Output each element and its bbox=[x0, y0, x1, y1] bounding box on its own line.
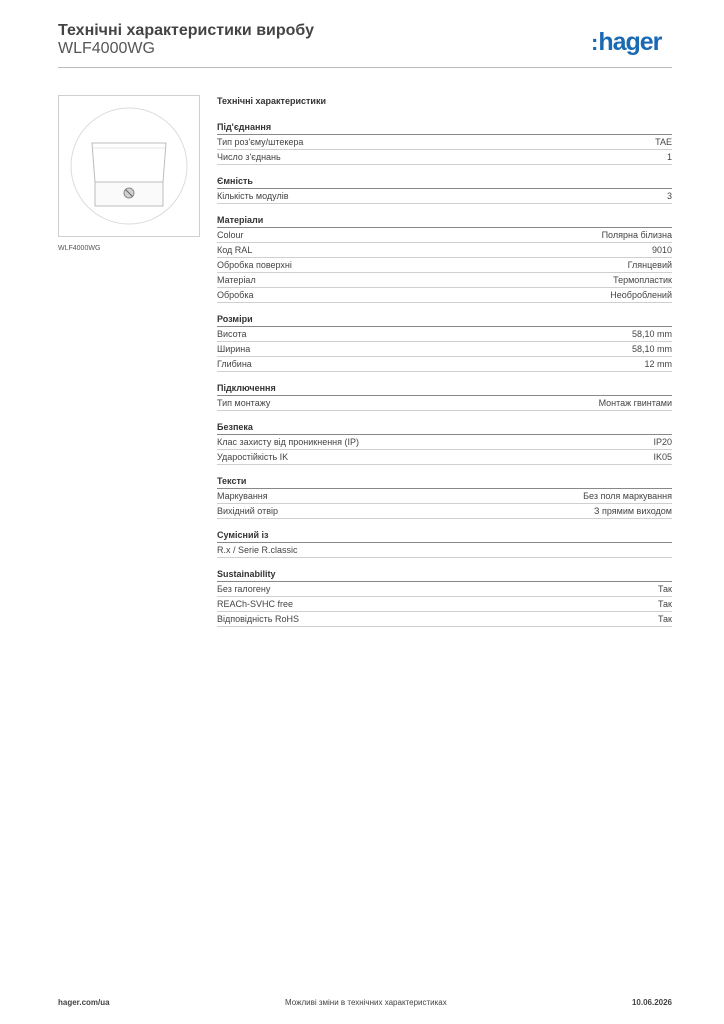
spec-row bbox=[217, 582, 672, 597]
spec-row bbox=[217, 150, 672, 165]
spec-value: 58,10 mm bbox=[631, 329, 672, 339]
spec-row bbox=[217, 450, 672, 465]
spec-section bbox=[217, 474, 672, 519]
spec-value: Без поля маркування bbox=[583, 491, 672, 501]
specs-title: Технічні характеристики bbox=[217, 96, 326, 106]
section-heading: Сумісний із bbox=[217, 528, 672, 543]
spec-row bbox=[217, 612, 672, 627]
spec-label: Кількість модулів bbox=[217, 191, 289, 201]
spec-value: IK05 bbox=[653, 452, 672, 462]
header-divider bbox=[58, 67, 672, 68]
spec-row bbox=[217, 597, 672, 612]
spec-row bbox=[217, 189, 672, 204]
spec-value: 9010 bbox=[651, 245, 672, 255]
section-heading: Sustainability bbox=[217, 567, 672, 582]
spec-row bbox=[217, 357, 672, 372]
spec-value: Термопластик bbox=[613, 275, 672, 285]
spec-row bbox=[217, 258, 672, 273]
spec-section bbox=[217, 420, 672, 465]
spec-value: TAE bbox=[655, 137, 672, 147]
spec-value: Полярна білизна bbox=[601, 230, 672, 240]
spec-section bbox=[217, 381, 672, 411]
spec-row bbox=[217, 435, 672, 450]
page-footer bbox=[58, 998, 672, 1010]
logo-text: hager bbox=[598, 28, 662, 56]
spec-label: Ширина bbox=[217, 344, 251, 354]
spec-label: Тип монтажу bbox=[217, 398, 271, 408]
footer-date: 10.06.2026 bbox=[631, 998, 672, 1007]
spec-section bbox=[217, 528, 672, 558]
spec-section bbox=[217, 120, 672, 165]
section-heading: Матеріали bbox=[217, 213, 672, 228]
spec-label: Клас захисту від проникнення (IP) bbox=[217, 437, 360, 447]
spec-label: Відповідність RoHS bbox=[217, 614, 299, 624]
spec-row bbox=[217, 489, 672, 504]
spec-label: Маркування bbox=[217, 491, 268, 501]
page-title: Технічні характеристики виробу bbox=[58, 22, 314, 39]
specs-table bbox=[217, 96, 672, 636]
spec-row bbox=[217, 243, 672, 258]
section-heading: Безпека bbox=[217, 420, 672, 435]
spec-label: Матеріал bbox=[217, 275, 256, 285]
section-heading: Підключення bbox=[217, 381, 672, 396]
section-heading: Ємність bbox=[217, 174, 672, 189]
spec-row bbox=[217, 228, 672, 243]
spec-label: REACh-SVHC free bbox=[217, 599, 294, 609]
spec-value: 58,10 mm bbox=[631, 344, 672, 354]
spec-value: Так bbox=[657, 599, 672, 609]
spec-section bbox=[217, 312, 672, 372]
spec-label: Вихідний отвір bbox=[217, 506, 279, 516]
logo-colon-icon: : bbox=[591, 30, 598, 55]
spec-value: 12 mm bbox=[644, 359, 672, 369]
spec-value: 1 bbox=[666, 152, 672, 162]
spec-label: Обробка поверхні bbox=[217, 260, 292, 270]
spec-row bbox=[217, 396, 672, 411]
spec-label: Colour bbox=[217, 230, 244, 240]
product-image bbox=[58, 95, 200, 237]
spec-row bbox=[217, 543, 672, 558]
spec-row bbox=[217, 273, 672, 288]
spec-value: IP20 bbox=[653, 437, 672, 447]
spec-section bbox=[217, 567, 672, 627]
spec-value: Монтаж гвинтами bbox=[598, 398, 672, 408]
spec-label: Висота bbox=[217, 329, 247, 339]
spec-row bbox=[217, 504, 672, 519]
spec-value: Так bbox=[657, 584, 672, 594]
footer-note: Можливі зміни в технічних характеристиках bbox=[285, 998, 447, 1007]
spec-label: Тип роз'єму/штекера bbox=[217, 137, 304, 147]
spec-value: Необроблений bbox=[610, 290, 672, 300]
footer-website: hager.com/ua bbox=[58, 998, 110, 1007]
spec-label: Ударостійкість IK bbox=[217, 452, 289, 462]
spec-value: Глянцевий bbox=[627, 260, 672, 270]
spec-row bbox=[217, 342, 672, 357]
spec-section bbox=[217, 213, 672, 303]
section-heading: Під'єднання bbox=[217, 120, 672, 135]
spec-row bbox=[217, 135, 672, 150]
spec-section bbox=[217, 174, 672, 204]
section-heading: Тексти bbox=[217, 474, 672, 489]
hager-logo bbox=[591, 28, 661, 57]
spec-value: 3 bbox=[666, 191, 672, 201]
spec-label: Глибина bbox=[217, 359, 252, 369]
product-code: WLF4000WG bbox=[58, 40, 155, 57]
spec-sections bbox=[217, 120, 672, 627]
section-heading: Розміри bbox=[217, 312, 672, 327]
spec-row bbox=[217, 288, 672, 303]
spec-label: Без галогену bbox=[217, 584, 271, 594]
product-caption: WLF4000WG bbox=[58, 245, 101, 252]
spec-value: З прямим виходом bbox=[594, 506, 672, 516]
spec-label: Обробка bbox=[217, 290, 254, 300]
spec-label: Число з'єднань bbox=[217, 152, 281, 162]
spec-label: Код RAL bbox=[217, 245, 253, 255]
spec-row bbox=[217, 327, 672, 342]
spec-label: R.x / Serie R.classic bbox=[217, 545, 298, 555]
spec-value: Так bbox=[657, 614, 672, 624]
socket-cover-icon bbox=[59, 96, 199, 236]
